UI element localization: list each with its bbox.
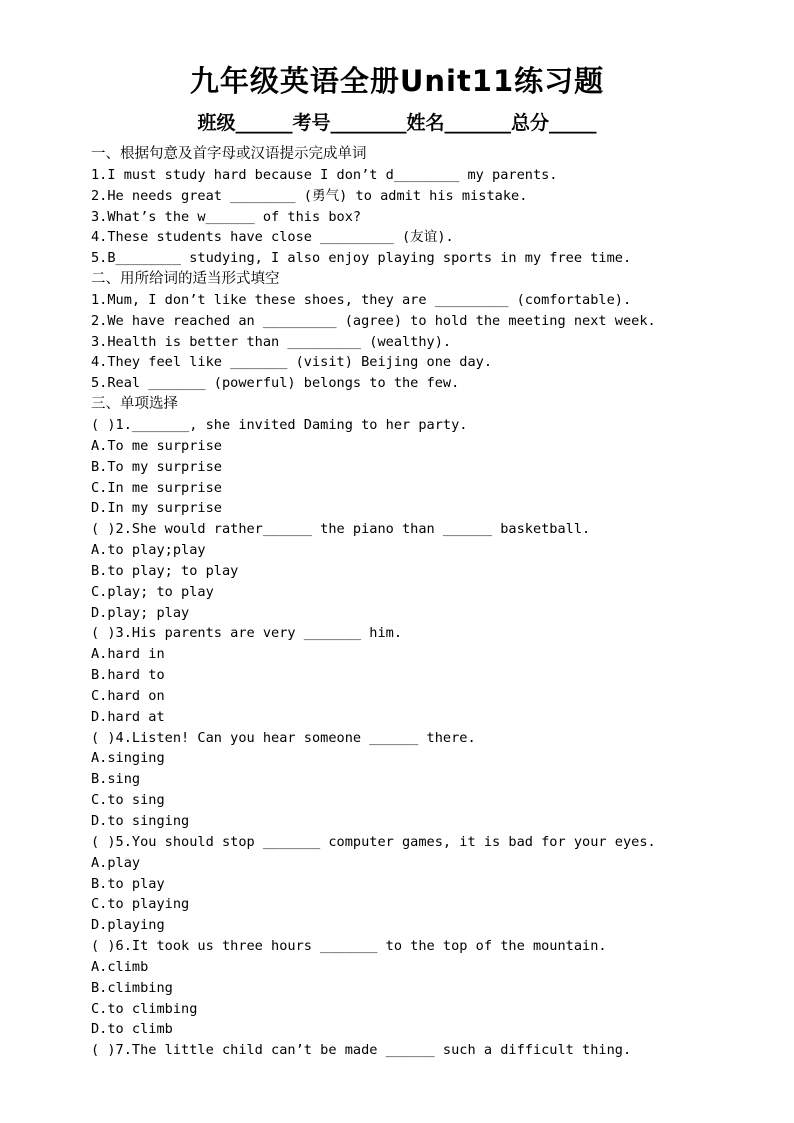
question-line: ( )1._______, she invited Daming to her party. <box>91 416 468 433</box>
question-line: B.hard to <box>91 667 165 684</box>
question-line: C.to climbing <box>91 1000 198 1017</box>
question-line: A.singing <box>91 750 165 767</box>
question-line: A.to play;play <box>91 542 206 559</box>
question-line: ( )2.She would rather______ the piano than ______ basketball. <box>91 521 591 538</box>
question-line: C.In me surprise <box>91 479 222 496</box>
question-line: ( )4.Listen! Can you hear someone ______ there. <box>91 729 476 746</box>
question-line: 1.I must study hard because I don’t d________ my parents. <box>91 166 558 183</box>
section-heading: 二、用所给词的适当形式填空 <box>91 271 280 288</box>
question-line: B.to play; to play <box>91 562 239 579</box>
question-line: 4.They feel like _______ (visit) Beijing one day. <box>91 354 493 371</box>
question-line: A.play <box>91 854 141 871</box>
student-info-line: 班级______考号________姓名_______总分_____ <box>197 112 597 134</box>
question-line: B.to play <box>91 875 165 892</box>
question-line: D.to singing <box>91 813 190 829</box>
question-line: D.hard at <box>91 708 165 725</box>
question-line: C.play; to play <box>91 583 214 600</box>
question-line: C.to playing <box>91 896 190 913</box>
question-line: ( )5.You should stop _______ computer games, it is bad for your eyes. <box>91 833 656 850</box>
question-line: C.to sing <box>91 792 165 809</box>
question-line: 4.These students have close _________ (友谊). <box>91 229 454 246</box>
question-line: A.To me surprise <box>91 437 222 454</box>
question-line: 3.Health is better than _________ (wealthy). <box>91 333 452 350</box>
question-line: A.climb <box>91 958 149 975</box>
question-line: D.play; play <box>91 604 190 621</box>
question-line: B.To my surprise <box>91 458 222 475</box>
section-heading: 三、单项选择 <box>91 396 178 413</box>
question-line: A.hard in <box>91 646 165 663</box>
question-line: ( )3.His parents are very _______ him. <box>91 625 402 642</box>
question-line: 3.What’s the w______ of this box? <box>91 208 362 225</box>
question-line: 1.Mum, I don’t like these shoes, they are _________ (comfortable). <box>91 291 632 308</box>
question-line: 2.We have reached an _________ (agree) to hold the meeting next week. <box>91 312 656 329</box>
question-line: D.In my surprise <box>91 500 222 517</box>
question-line: C.hard on <box>91 687 165 704</box>
section-heading: 一、根据句意及首字母或汉语提示完成单词 <box>91 146 367 162</box>
question-line: 5.Real _______ (powerful) belongs to the few. <box>91 375 460 392</box>
question-line: ( )6.It took us three hours _______ to the top of the mountain. <box>91 938 607 955</box>
question-line: 5.B________ studying, I also enjoy playing sports in my free time. <box>91 250 632 267</box>
question-line: D.playing <box>91 917 165 934</box>
question-line: B.sing <box>91 771 141 788</box>
question-line: ( )7.The little child can’t be made ______ such a difficult thing. <box>91 1042 632 1059</box>
page-title: 九年级英语全册Unit11练习题 <box>189 64 605 98</box>
question-line: 2.He needs great ________ (勇气) to admit his mistake. <box>91 187 528 204</box>
question-line: D.to climb <box>91 1021 173 1038</box>
question-line: B.climbing <box>91 979 173 996</box>
worksheet-content <box>91 144 771 1061</box>
